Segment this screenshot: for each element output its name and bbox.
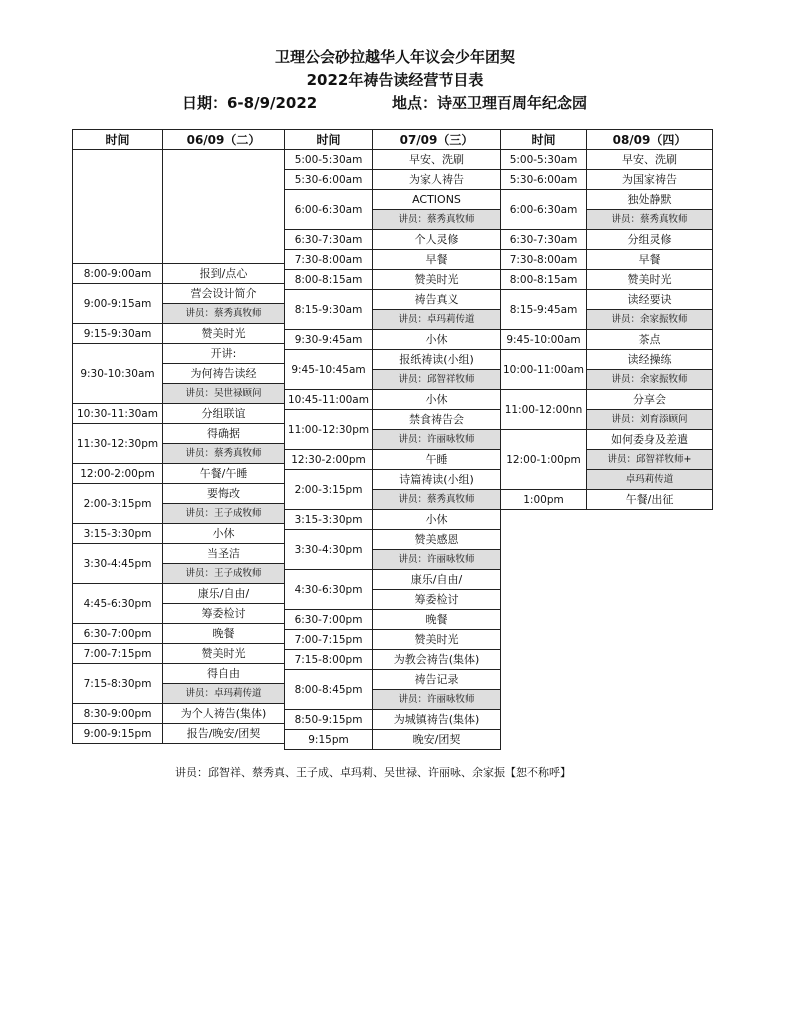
document-title: 卫理公会砂拉越华人年议会少年团契: [274, 48, 515, 66]
time-cell: 3:30-4:30pm: [285, 530, 373, 570]
activity-cell: 小休: [373, 330, 501, 350]
time-cell: 12:30-2:00pm: [285, 450, 373, 470]
day2-schedule-table: [284, 129, 501, 750]
time-cell: 7:30-8:00am: [501, 250, 587, 270]
time-cell: 8:50-9:15pm: [285, 710, 373, 730]
time-cell: 8:30-9:00pm: [73, 704, 163, 724]
table-row: [285, 730, 501, 750]
activity-cell: 禁食祷告会: [373, 410, 501, 430]
table-row: [501, 150, 713, 170]
table-row: [285, 510, 501, 530]
table-row: [73, 344, 285, 364]
activity-cell: 早安、洗刷: [587, 150, 713, 170]
time-cell: 5:30-6:00am: [285, 170, 373, 190]
day1-column-header: 06/09（二）: [163, 130, 285, 150]
day3-schedule-table: [500, 129, 713, 510]
activity-cell: 报纸祷读(小组): [373, 350, 501, 370]
activity-cell: 小休: [373, 510, 501, 530]
time-cell: 6:30-7:30am: [501, 230, 587, 250]
activity-cell: 康乐/自由/: [373, 570, 501, 590]
table-row: [285, 150, 501, 170]
time-cell: 8:15-9:45am: [501, 290, 587, 330]
table-row: [285, 410, 501, 430]
table-row: [501, 230, 713, 250]
activity-cell: 小休: [373, 390, 501, 410]
speaker-cell: 讲员：卓玛莉传道: [373, 310, 501, 330]
day3-column-header: 08/09（四）: [587, 130, 713, 150]
time-column-header: 时间: [501, 130, 587, 150]
day1-schedule-table: [72, 129, 285, 744]
activity-cell: 筹委检讨: [373, 590, 501, 610]
table-row: [285, 190, 501, 210]
speaker-cell: 讲员：许丽咏牧师: [373, 430, 501, 450]
time-cell: 9:15pm: [285, 730, 373, 750]
table-row: [73, 704, 285, 724]
speaker-cell: 讲员：邱智祥牧师+: [587, 450, 713, 470]
time-cell: 9:30-9:45am: [285, 330, 373, 350]
time-cell: 4:45-6:30pm: [73, 584, 163, 624]
table-row: [73, 264, 285, 284]
activity-cell: 独处静默: [587, 190, 713, 210]
time-cell: 7:30-8:00am: [285, 250, 373, 270]
time-cell: 7:15-8:00pm: [285, 650, 373, 670]
time-cell: 8:00-8:15am: [501, 270, 587, 290]
activity-cell: 早安、洗刷: [373, 150, 501, 170]
speaker-cell: 讲员：刘育添顾问: [587, 410, 713, 430]
table-row: [285, 330, 501, 350]
activity-cell: 得确据: [163, 424, 285, 444]
event-date: 日期：6-8/9/2022: [182, 94, 318, 112]
activity-cell: 午餐/出征: [587, 490, 713, 510]
table-row: [285, 530, 501, 550]
activity-cell: 赞美时光: [587, 270, 713, 290]
table-row: [73, 644, 285, 664]
table-row: [501, 490, 713, 510]
table-row: [285, 270, 501, 290]
speaker-cell: 卓玛莉传道: [587, 470, 713, 490]
speaker-cell: 讲员：蔡秀真牧师: [163, 444, 285, 464]
activity-cell: 分组灵修: [587, 230, 713, 250]
activity-cell: 午餐/午睡: [163, 464, 285, 484]
speaker-cell: 讲员：邱智祥牧师: [373, 370, 501, 390]
speaker-list-footer: 讲员：邱智祥、蔡秀真、王子成、卓玛莉、吴世禄、许丽咏、余家振【恕不称呼】: [175, 766, 571, 779]
speaker-cell: 讲员：王子成牧师: [163, 564, 285, 584]
time-cell: 8:00-8:45pm: [285, 670, 373, 710]
table-row: [501, 290, 713, 310]
time-cell: 6:30-7:00pm: [73, 624, 163, 644]
table-row: [501, 430, 713, 450]
activity-cell: 晚安/团契: [373, 730, 501, 750]
activity-cell: 为城镇祷告(集体): [373, 710, 501, 730]
activity-cell: 祷告记录: [373, 670, 501, 690]
table-row: [73, 284, 285, 304]
table-row: [285, 250, 501, 270]
time-column-header: 时间: [73, 130, 163, 150]
activity-cell: 小休: [163, 524, 285, 544]
table-row: [501, 390, 713, 410]
time-cell: 5:00-5:30am: [285, 150, 373, 170]
table-row: [73, 724, 285, 744]
table-row: [73, 324, 285, 344]
table-row: [285, 670, 501, 690]
table-row: [285, 630, 501, 650]
table-row: [285, 350, 501, 370]
table-header-row: [285, 130, 501, 150]
document-subtitle: 2022年祷告读经营节目表: [306, 71, 484, 89]
activity-cell: 祷告真义: [373, 290, 501, 310]
activity-cell: 分享会: [587, 390, 713, 410]
activity-cell: 晚餐: [373, 610, 501, 630]
time-cell: 6:00-6:30am: [501, 190, 587, 230]
speaker-cell: 讲员：蔡秀真牧师: [587, 210, 713, 230]
activity-cell: 读经要诀: [587, 290, 713, 310]
time-cell: 12:00-1:00pm: [501, 430, 587, 490]
activity-cell: 午睡: [373, 450, 501, 470]
table-row: [73, 424, 285, 444]
table-row: [285, 230, 501, 250]
activity-cell: 为教会祷告(集体): [373, 650, 501, 670]
table-row: [501, 330, 713, 350]
speaker-cell: 讲员：吴世禄顾问: [163, 384, 285, 404]
activity-cell: 筹委检讨: [163, 604, 285, 624]
activity-cell: 报告/晚安/团契: [163, 724, 285, 744]
time-cell: 9:00-9:15am: [73, 284, 163, 324]
activity-cell: 读经操练: [587, 350, 713, 370]
activity-cell: 早餐: [373, 250, 501, 270]
table-row: [73, 404, 285, 424]
time-cell: 2:00-3:15pm: [73, 484, 163, 524]
blank-row: [73, 150, 285, 264]
time-cell: 9:15-9:30am: [73, 324, 163, 344]
speaker-cell: 讲员：许丽咏牧师: [373, 690, 501, 710]
time-cell: 1:00pm: [501, 490, 587, 510]
activity-cell: 为何祷告读经: [163, 364, 285, 384]
table-row: [73, 624, 285, 644]
activity-cell: 赞美时光: [373, 270, 501, 290]
speaker-cell: 讲员：蔡秀真牧师: [373, 210, 501, 230]
speaker-cell: 讲员：王子成牧师: [163, 504, 285, 524]
event-venue: 地点：诗巫卫理百周年纪念园: [392, 94, 588, 112]
time-cell: 5:00-5:30am: [501, 150, 587, 170]
table-row: [501, 190, 713, 210]
time-cell: 10:30-11:30am: [73, 404, 163, 424]
time-cell: 7:15-8:30pm: [73, 664, 163, 704]
time-cell: 9:45-10:00am: [501, 330, 587, 350]
activity-cell: 赞美时光: [373, 630, 501, 650]
activity-cell: 赞美时光: [163, 324, 285, 344]
time-column-header: 时间: [285, 130, 373, 150]
activity-cell: 个人灵修: [373, 230, 501, 250]
time-cell: 6:30-7:00pm: [285, 610, 373, 630]
table-row: [73, 664, 285, 684]
time-cell: 10:45-11:00am: [285, 390, 373, 410]
table-row: [285, 290, 501, 310]
table-header-row: [501, 130, 713, 150]
table-row: [73, 484, 285, 504]
activity-cell: 赞美时光: [163, 644, 285, 664]
table-row: [285, 470, 501, 490]
day2-column-header: 07/09（三）: [373, 130, 501, 150]
time-cell: 9:00-9:15pm: [73, 724, 163, 744]
time-cell: 10:00-11:00am: [501, 350, 587, 390]
time-cell: 8:00-8:15am: [285, 270, 373, 290]
speaker-cell: 讲员：蔡秀真牧师: [373, 490, 501, 510]
time-cell: 2:00-3:15pm: [285, 470, 373, 510]
table-row: [73, 544, 285, 564]
time-cell: 11:30-12:30pm: [73, 424, 163, 464]
table-row: [285, 570, 501, 590]
table-row: [73, 524, 285, 544]
table-row: [285, 450, 501, 470]
activity-cell: 开讲:: [163, 344, 285, 364]
table-row: [285, 610, 501, 630]
table-row: [285, 650, 501, 670]
blank-cell: [73, 150, 163, 264]
time-cell: 11:00-12:00nn: [501, 390, 587, 430]
activity-cell: 早餐: [587, 250, 713, 270]
table-row: [285, 710, 501, 730]
time-cell: 3:15-3:30pm: [73, 524, 163, 544]
speaker-cell: 讲员：蔡秀真牧师: [163, 304, 285, 324]
table-row: [501, 350, 713, 370]
time-cell: 4:30-6:30pm: [285, 570, 373, 610]
speaker-cell: 讲员：许丽咏牧师: [373, 550, 501, 570]
activity-cell: 分组联谊: [163, 404, 285, 424]
activity-cell: 康乐/自由/: [163, 584, 285, 604]
speaker-cell: 讲员：余家振牧师: [587, 370, 713, 390]
table-row: [285, 390, 501, 410]
activity-cell: 为家人祷告: [373, 170, 501, 190]
activity-cell: 当圣洁: [163, 544, 285, 564]
time-cell: 8:15-9:30am: [285, 290, 373, 330]
activity-cell: 报到/点心: [163, 264, 285, 284]
activity-cell: 如何委身及差遣: [587, 430, 713, 450]
activity-cell: 为个人祷告(集体): [163, 704, 285, 724]
activity-cell: 晚餐: [163, 624, 285, 644]
activity-cell: 诗篇祷读(小组): [373, 470, 501, 490]
activity-cell: 营会设计简介: [163, 284, 285, 304]
time-cell: 9:30-10:30am: [73, 344, 163, 404]
time-cell: 12:00-2:00pm: [73, 464, 163, 484]
table-row: [501, 170, 713, 190]
time-cell: 5:30-6:00am: [501, 170, 587, 190]
time-cell: 6:30-7:30am: [285, 230, 373, 250]
speaker-cell: 讲员：余家振牧师: [587, 310, 713, 330]
table-row: [73, 464, 285, 484]
activity-cell: ACTIONS: [373, 190, 501, 210]
time-cell: 9:45-10:45am: [285, 350, 373, 390]
time-cell: 8:00-9:00am: [73, 264, 163, 284]
time-cell: 3:30-4:45pm: [73, 544, 163, 584]
table-row: [501, 270, 713, 290]
time-cell: 6:00-6:30am: [285, 190, 373, 230]
time-cell: 11:00-12:30pm: [285, 410, 373, 450]
table-row: [285, 170, 501, 190]
time-cell: 7:00-7:15pm: [285, 630, 373, 650]
table-row: [73, 584, 285, 604]
blank-cell: [163, 150, 285, 264]
activity-cell: 赞美感恩: [373, 530, 501, 550]
time-cell: 7:00-7:15pm: [73, 644, 163, 664]
table-row: [501, 250, 713, 270]
speaker-cell: 讲员：卓玛莉传道: [163, 684, 285, 704]
activity-cell: 得自由: [163, 664, 285, 684]
activity-cell: 茶点: [587, 330, 713, 350]
table-header-row: [73, 130, 285, 150]
activity-cell: 要悔改: [163, 484, 285, 504]
time-cell: 3:15-3:30pm: [285, 510, 373, 530]
activity-cell: 为国家祷告: [587, 170, 713, 190]
